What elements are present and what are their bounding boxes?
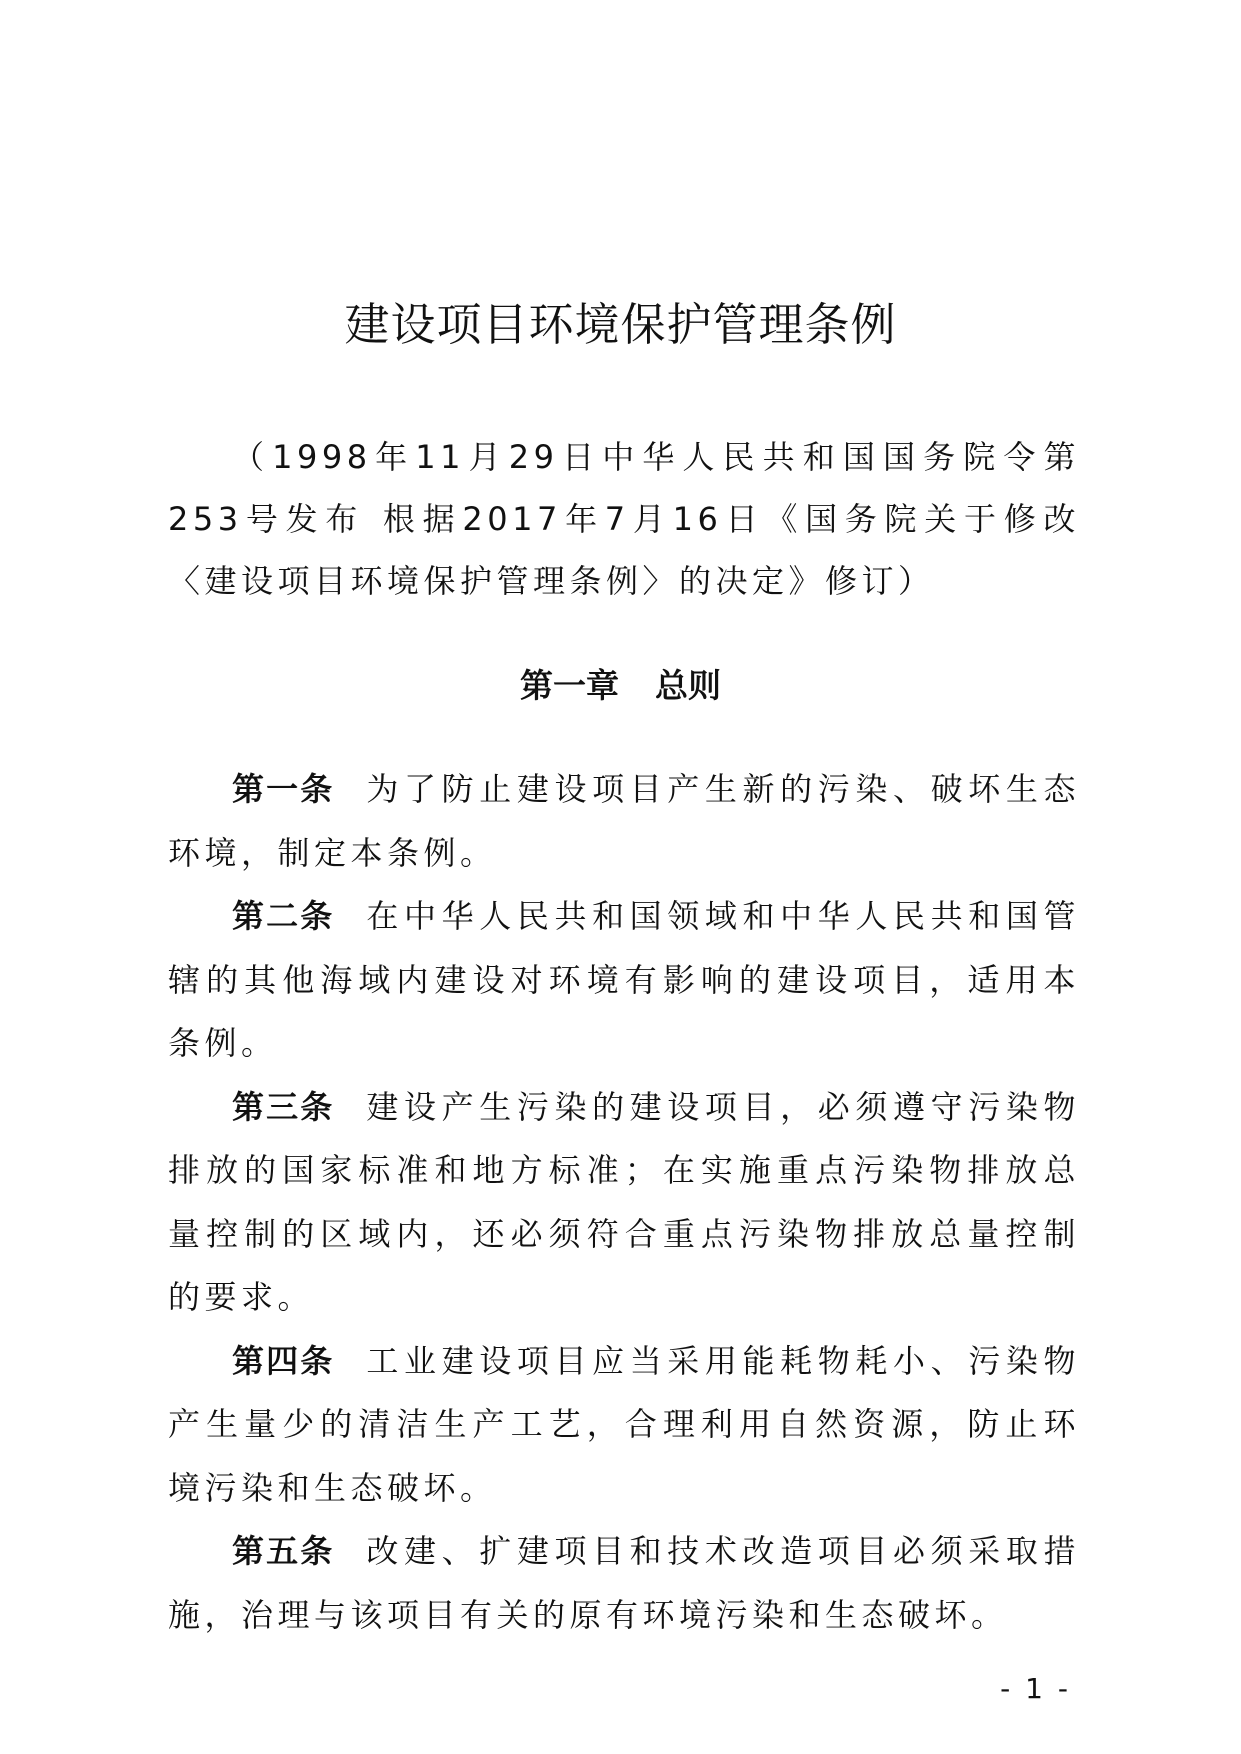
article-2 bbox=[168, 885, 1080, 1076]
article-4 bbox=[168, 1330, 1080, 1521]
article-text: 工业建设项目应当采用能耗物耗小、污染物产生量少的清洁生产工艺，合理利用自然资源，防止环境污染和生态破坏。 bbox=[168, 1341, 1080, 1507]
article-list bbox=[168, 758, 1080, 1647]
article-number: 第五条 bbox=[232, 1532, 335, 1570]
article-text: 为了防止建设项目产生新的污染、破坏生态环境，制定本条例。 bbox=[168, 770, 1080, 872]
article-1 bbox=[168, 758, 1080, 885]
article-text: 在中华人民共和国领域和中华人民共和国管辖的其他海域内建设对环境有影响的建设项目，适用本条例。 bbox=[168, 897, 1080, 1062]
article-text: 改建、扩建项目和技术改造项目必须采取措施，治理与该项目有关的原有环境污染和生态破坏。 bbox=[168, 1532, 1080, 1634]
article-number: 第二条 bbox=[232, 897, 335, 935]
promulgation-note: （1998年11月29日中华人民共和国国务院令第253号发布 根据2017年7月16日《国务院关于修改〈建设项目环境保护管理条例〉的决定》修订） bbox=[168, 438, 1080, 600]
document-title: 建设项目环境保护管理条例 bbox=[344, 298, 897, 351]
article-number: 第四条 bbox=[232, 1341, 335, 1380]
chapter-heading bbox=[0, 660, 1241, 707]
article-3 bbox=[168, 1076, 1080, 1330]
article-number: 第三条 bbox=[232, 1087, 335, 1126]
page-number: - 1 - bbox=[1000, 1672, 1071, 1705]
article-text: 建设产生污染的建设项目，必须遵守污染物排放的国家标准和地方标准；在实施重点污染物排放总量控制的区域内，还必须符合重点污染物排放总量控制的要求。 bbox=[168, 1087, 1080, 1316]
article-5 bbox=[168, 1520, 1080, 1647]
chapter-number: 第一章 bbox=[520, 666, 619, 705]
article-number: 第一条 bbox=[232, 770, 335, 808]
chapter-name: 总则 bbox=[655, 666, 721, 705]
